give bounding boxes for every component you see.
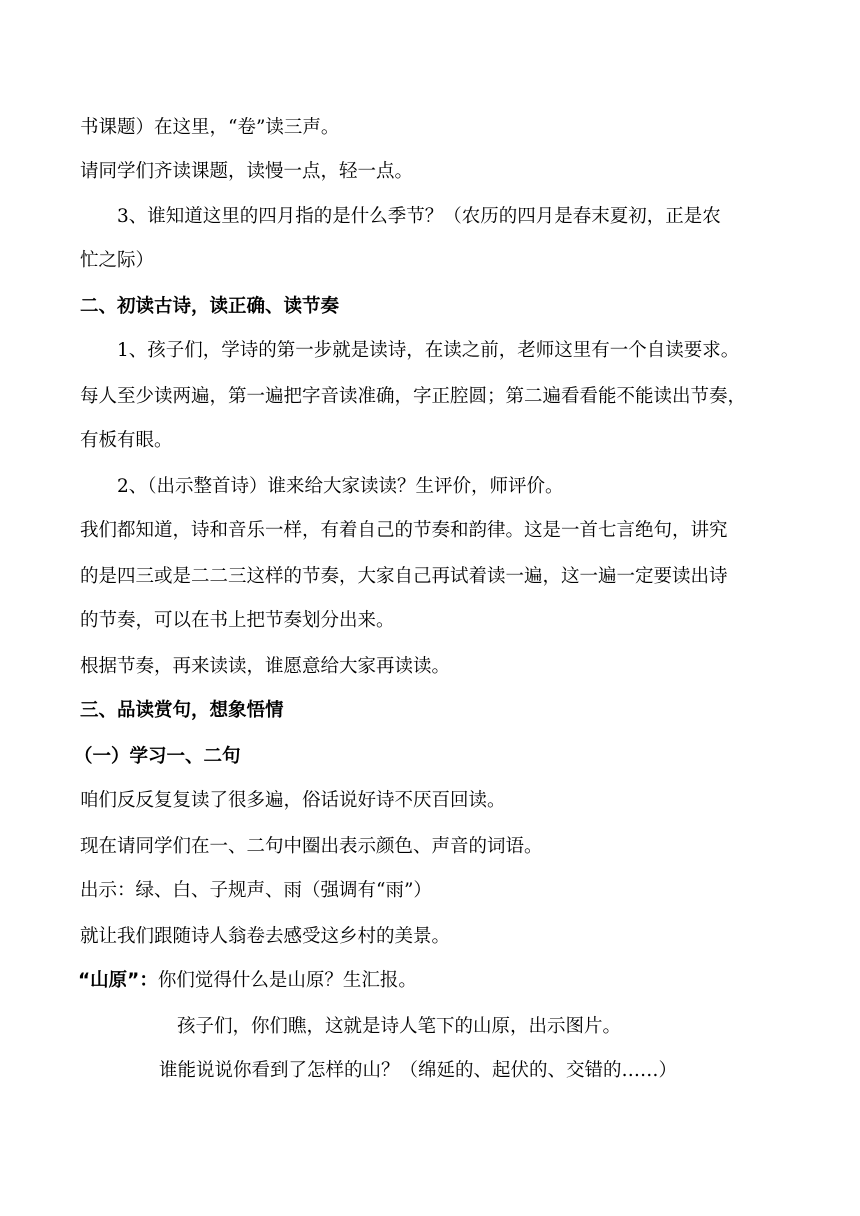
paragraph-line: 根据节奏，再来读读，谁愿意给大家再读读。 (80, 656, 451, 677)
term-description: 你们觉得什么是山原？生汇报。 (157, 970, 417, 991)
paragraph-line (78, 969, 417, 993)
section-heading: 二、初读古诗，读正确、读节奏 (80, 296, 340, 317)
paragraph-line: 有板有眼。 (80, 430, 173, 451)
paragraph-line: 每人至少读两遍，第一遍把字音读准确，字正腔圆；第二遍看看能不能读出节奏， (80, 386, 747, 407)
section-heading: 三、品读赏句，想象悟情 (80, 700, 284, 721)
paragraph-line: 1、孩子们，学诗的第一步就是读诗，在读之前，老师这里有一个自读要求。 (117, 340, 740, 361)
paragraph-line: 3、谁知道这里的四月指的是什么季节？（农历的四月是春末夏初，正是农 (117, 206, 721, 227)
subsection-heading: （一）学习一、二句 (74, 746, 241, 767)
paragraph-line: 忙之际） (80, 250, 155, 271)
paragraph-line: 孩子们，你们瞧，这就是诗人笔下的山原，出示图片。 (177, 1016, 622, 1037)
paragraph-line: 2、（出示整首诗）谁来给大家读读？生评价，师评价。 (117, 476, 564, 497)
paragraph-line: 咱们反反复复读了很多遍，俗话说好诗不厌百回读。 (80, 790, 506, 811)
paragraph-line: 书课题）在这里，“卷”读三声。 (80, 117, 340, 138)
paragraph-line: 的是四三或是二二三这样的节奏，大家自己再试着读一遍，这一遍一定要读出诗 (80, 566, 728, 587)
paragraph-line: 谁能说说你看到了怎样的山？（绵延的、起伏的、交错的……） (159, 1060, 678, 1081)
paragraph-line: 出示：绿、白、子规声、雨（强调有“雨”） (80, 880, 432, 901)
term-label: “山原”： (78, 970, 158, 991)
paragraph-line: 就让我们跟随诗人翁卷去感受这乡村的美景。 (80, 926, 451, 947)
paragraph-line: 的节奏，可以在书上把节奏划分出来。 (80, 610, 395, 631)
paragraph-line: 请同学们齐读课题，读慢一点，轻一点。 (80, 161, 414, 182)
paragraph-line: 现在请同学们在一、二句中圈出表示颜色、声音的词语。 (80, 836, 543, 857)
paragraph-line: 我们都知道，诗和音乐一样，有着自己的节奏和韵律。这是一首七言绝句，讲究 (80, 520, 728, 541)
